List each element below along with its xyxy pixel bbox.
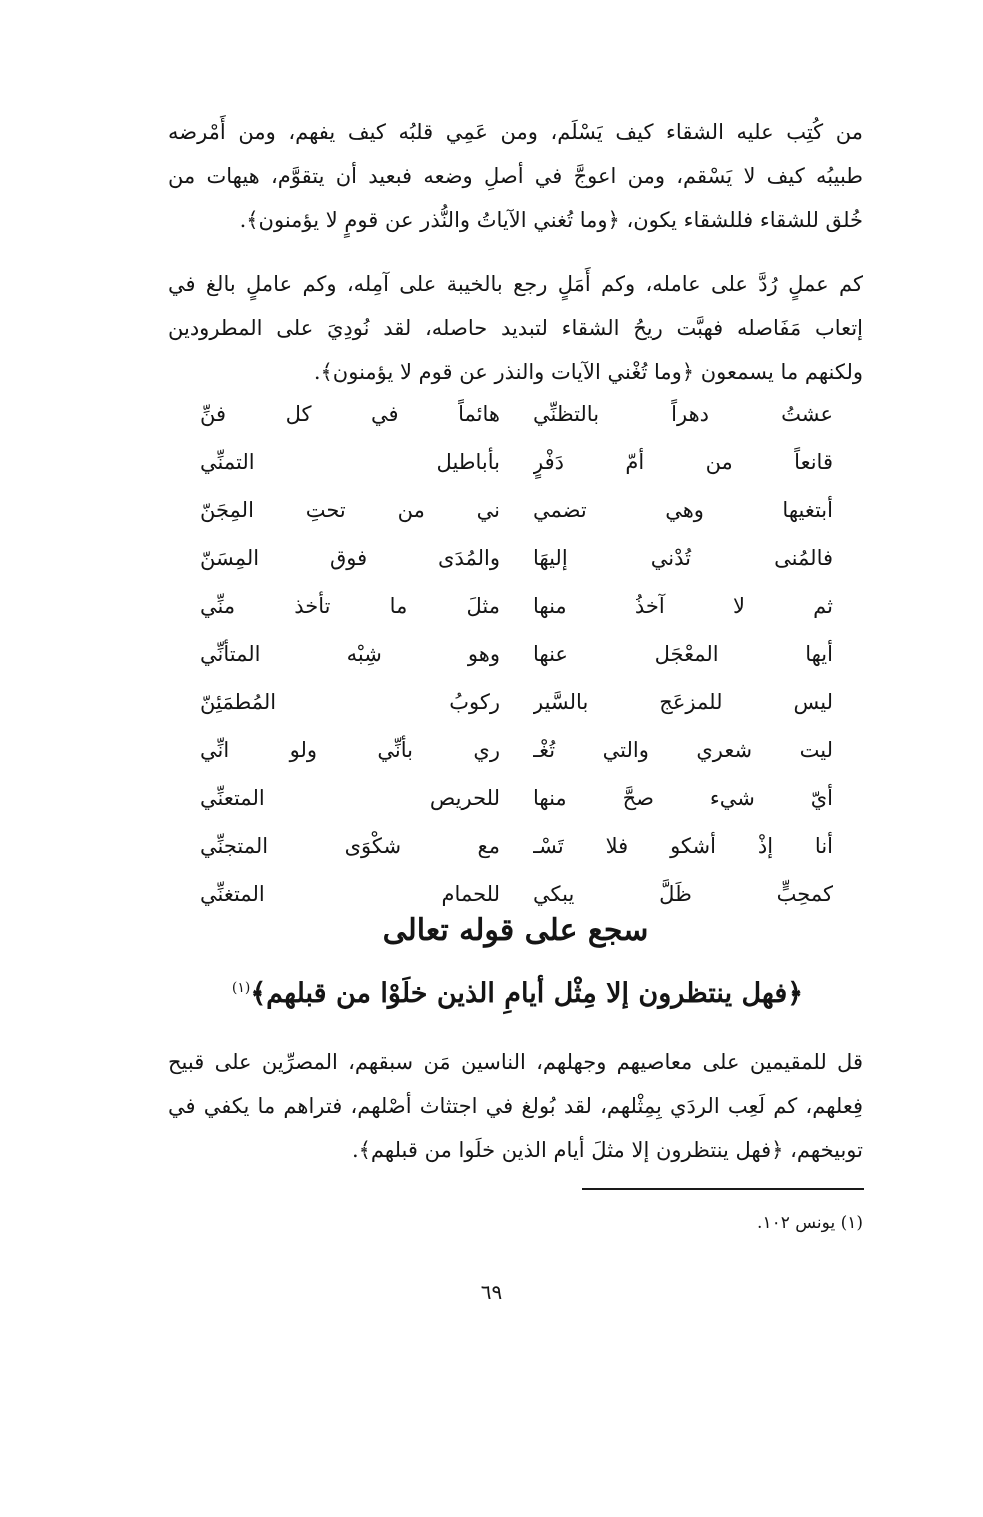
- poem-verse: [200, 822, 833, 870]
- paragraph-1-line: طبيبُه كيف لا يَسْقم، ومن اعوجَّ في أصلِ وضعه فبعيد أن يتقوَّم، هيهات من: [168, 164, 863, 188]
- verse-second-hemistich: للحمام المتغنِّي: [200, 882, 500, 906]
- paragraph-1-line: من كُتِب عليه الشقاء كيف يَسْلَم، ومن عَمِي قلبُه كيف يفهم، ومن أَمْرضه: [168, 120, 863, 144]
- verse-second-hemistich: مثلَ ما تأخذ منِّي: [200, 594, 500, 618]
- poem-verse: [200, 678, 833, 726]
- poem-verse: [200, 726, 833, 774]
- verse-first-hemistich: ثم لا آخذُ منها: [533, 594, 833, 618]
- verse-second-hemistich: ركوبُ المُطمَئِنّ: [200, 690, 500, 714]
- verse-second-hemistich: ني من تحتِ المِجَنّ: [200, 498, 500, 522]
- poem-verse: [200, 774, 833, 822]
- quran-verse-title: ﴿فهل ينتظرون إلا مِثْل أيامِ الذين خلَوْا من قبلهم﴾: [250, 978, 804, 1009]
- paragraph-2: [168, 262, 863, 394]
- paragraph-3-line: قل للمقيمين على معاصيهم وجهلهم، الناسين مَن سبقهم، المصرِّين على قبيح: [168, 1050, 863, 1074]
- poem-verse: [200, 438, 833, 486]
- paragraph-1: [168, 110, 863, 242]
- poem-verse: [200, 486, 833, 534]
- verse-first-hemistich: كمحِبٍّ ظَلَّ يبكي: [533, 882, 833, 906]
- poem-verse: [200, 390, 833, 438]
- verse-second-hemistich: بأباطيل التمنِّي: [200, 450, 500, 474]
- paragraph-2-line: إتعاب مَفَاصله فهبَّت ريحُ الشقاء لتبديد حاصله، لقد نُودِيَ على المطرودين: [168, 316, 863, 340]
- section-subheading: [168, 962, 863, 1020]
- verse-first-hemistich: قانعاً من أمّ دَفْرٍ: [533, 450, 833, 474]
- poem-verse: [200, 582, 833, 630]
- verse-first-hemistich: عشتُ دهراً بالتظنِّي: [533, 402, 833, 426]
- poem-verse: [200, 534, 833, 582]
- verse-first-hemistich: أبتغيها وهي تضمي: [533, 498, 833, 522]
- verse-first-hemistich: ليس للمزعَج بالسَّير: [533, 690, 833, 714]
- verse-second-hemistich: للحريص المتعنِّي: [200, 786, 500, 810]
- verse-second-hemistich: وهو شِبْه المتأنِّي: [200, 642, 500, 666]
- verse-second-hemistich: ري بأنِّي ولو انِّي: [200, 738, 500, 762]
- poem-verse: [200, 630, 833, 678]
- verse-first-hemistich: أيها المعْجَل عنها: [533, 642, 833, 666]
- verse-first-hemistich: أنا إذْ أشكو فلا تَسْـ: [533, 834, 833, 858]
- paragraph-2-line: ولكنهم ما يسمعون ﴿وما تُغْني الآيات والنذر عن قوم لا يؤمنون﴾.: [313, 360, 863, 384]
- footnote-marker: (١): [231, 980, 251, 996]
- paragraph-3: [168, 1040, 863, 1172]
- verse-second-hemistich: هائماً في كل فنِّ: [200, 402, 500, 426]
- paragraph-1-line: خُلق للشقاء فللشقاء يكون، ﴿وما تُغني الآياتُ والنُّذر عن قومٍ لا يؤمنون﴾.: [239, 208, 863, 232]
- section-heading: سجع على قوله تعالى: [382, 913, 649, 948]
- paragraph-3-line: توبيخهم، ﴿فهل ينتظرون إلا مثلَ أيام الذين خلَوا من قبلهم﴾.: [351, 1138, 863, 1162]
- verse-first-hemistich: ليت شعري والتي تُغْـ: [533, 738, 833, 762]
- verse-second-hemistich: مع شكْوَى المتجنِّي: [200, 834, 500, 858]
- verse-second-hemistich: والمُدَى فوق المِسَنّ: [200, 546, 500, 570]
- poem: [200, 390, 833, 918]
- verse-first-hemistich: فالمُنى تُدْني إليهَا: [533, 546, 833, 570]
- paragraph-3-line: فِعلهم، كم لَعِب الردَي بِمِثْلهم، لقد بُولغ في اجتثاث أصْلهم، فتراهم ما يكفي في: [168, 1094, 863, 1118]
- footnote-separator: [582, 1188, 864, 1190]
- footnote: (١) يونس ١٠٢.: [757, 1213, 863, 1233]
- verse-first-hemistich: أيّ شيء صحَّ منها: [533, 786, 833, 810]
- page-number: ٦٩: [480, 1280, 503, 1304]
- paragraph-2-line: كم عملٍ رُدَّ على عامله، وكم أَمَلٍ رجع بالخيبة على آمِله، وكم عاملٍ بالغ في: [168, 272, 863, 296]
